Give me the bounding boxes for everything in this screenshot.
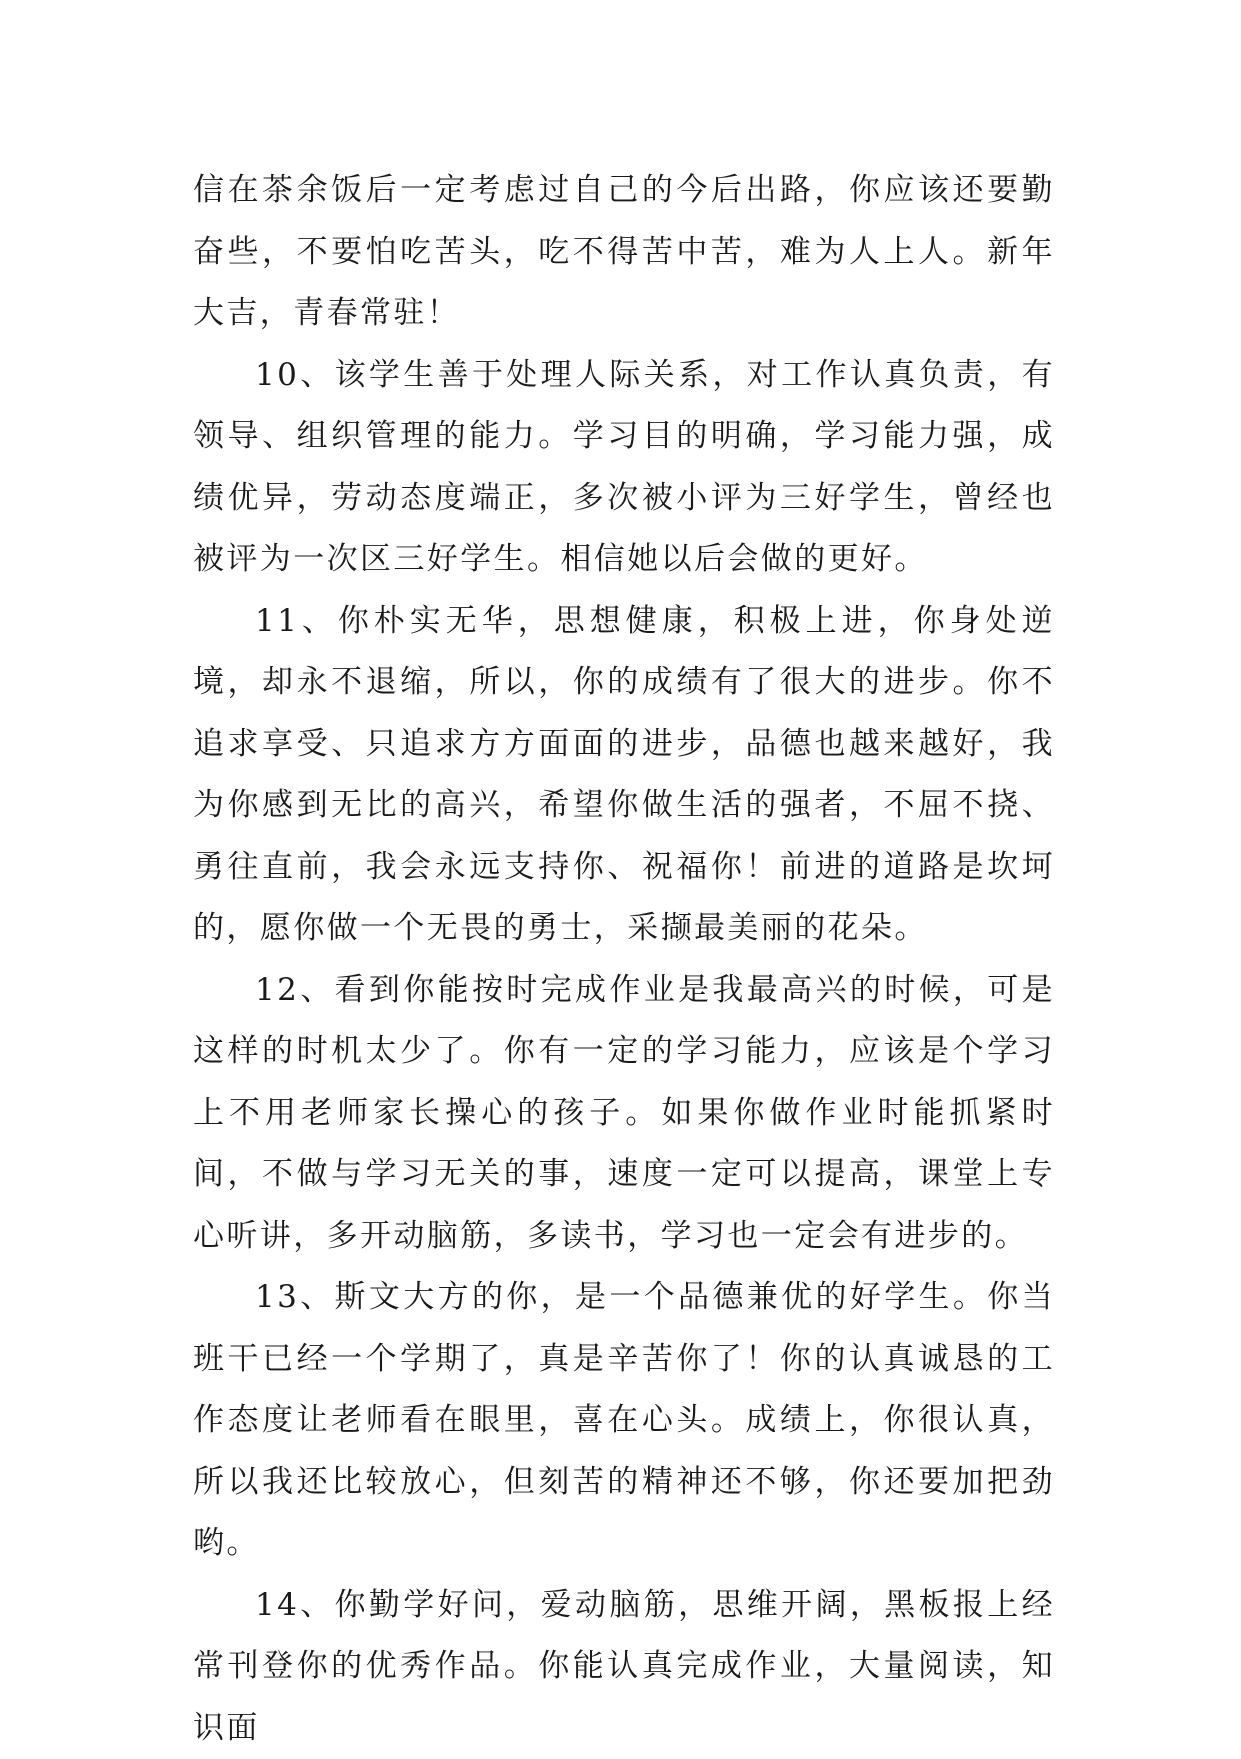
paragraph-comment-11: 11、你朴实无华，思想健康，积极上进，你身处逆境，却永不退缩，所以，你的成绩有了很大的进步。你不追求享受、只追求方方面面的进步，品德也越来越好，我为你感到无比的高兴，希望你做生活的强者，不屈不挠、勇往直前，我会永远支持你、祝福你！前进的道路是坎坷的，愿你做一个无畏的勇士，采撷最美丽的花朵。 (193, 591, 1055, 960)
paragraph-comment-12: 12、看到你能按时完成作业是我最高兴的时候，可是这样的时机太少了。你有一定的学习能力，应该是个学习上不用老师家长操心的孩子。如果你做作业时能抓紧时间，不做与学习无关的事，速度一定可以提高，课堂上专心听讲，多开动脑筋，多读书，学习也一定会有进步的。 (193, 960, 1055, 1268)
document-body (193, 160, 1055, 1759)
paragraph-comment-14: 14、你勤学好问，爱动脑筋，思维开阔，黑板报上经常刊登你的优秀作品。你能认真完成作业，大量阅读，知识面 (193, 1575, 1055, 1759)
paragraph-continuation: 信在茶余饭后一定考虑过自己的今后出路，你应该还要勤奋些，不要怕吃苦头，吃不得苦中苦，难为人上人。新年大吉，青春常驻！ (193, 160, 1055, 345)
paragraph-comment-10: 10、该学生善于处理人际关系，对工作认真负责，有领导、组织管理的能力。学习目的明确，学习能力强，成绩优异，劳动态度端正，多次被小评为三好学生，曾经也被评为一次区三好学生。相信她以后会做的更好。 (193, 345, 1055, 591)
paragraph-comment-13: 13、斯文大方的你，是一个品德兼优的好学生。你当班干已经一个学期了，真是辛苦你了！你的认真诚恳的工作态度让老师看在眼里，喜在心头。成绩上，你很认真，所以我还比较放心，但刻苦的精神还不够，你还要加把劲哟。 (193, 1267, 1055, 1575)
